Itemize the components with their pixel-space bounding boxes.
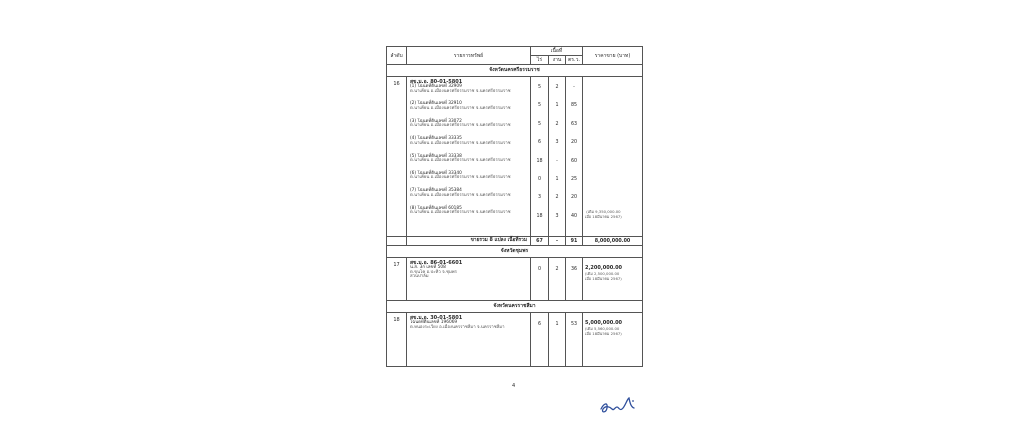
parcel-location: ต.นาเคียน อ.เมืองนครศรีธรรมราช จ.นครศรีธรรมราช bbox=[410, 123, 511, 129]
location-line: ต.หนองระเวียง อ.เมืองนครราชสีมา จ.นครราชสีมา bbox=[410, 324, 505, 330]
item-description bbox=[407, 77, 531, 237]
parcel-deed: (2) โฉนดที่ดินเลขที่ 32910 bbox=[410, 101, 462, 107]
price-cell bbox=[583, 258, 643, 301]
parcel-ngan-value: 2 bbox=[555, 195, 559, 201]
item-number: 17 bbox=[387, 258, 407, 301]
province-heading: จังหวัดนครราชสีมา bbox=[387, 301, 643, 313]
parcel-ngan-value: 1 bbox=[555, 177, 559, 182]
price-note: (เดิม 2,500,000.00 bbox=[585, 271, 620, 276]
parcel-wa-value: 85 bbox=[570, 103, 578, 109]
header-wa: ตร.ว. bbox=[566, 56, 583, 65]
header-desc: รายการทรัพย์ bbox=[407, 47, 531, 65]
asset-table bbox=[386, 46, 643, 367]
price-value: 2,200,000.00 bbox=[585, 265, 623, 271]
parcel-rai-value: 3 bbox=[537, 195, 542, 201]
ngan-cell: 1 bbox=[549, 313, 566, 367]
parcel-rai-value: 6 bbox=[537, 140, 542, 146]
parcel-wa-value: 25 bbox=[570, 177, 578, 182]
header-price: ราคาขาย (บาท) bbox=[583, 47, 643, 65]
price-note: (เดิม 5,560,000.00 bbox=[585, 326, 620, 331]
parcel-deed: (5) โฉนดที่ดินเลขที่ 33338 bbox=[410, 153, 462, 159]
province-heading: จังหวัดนครศรีธรรมราช bbox=[387, 65, 643, 77]
parcel-rai-value: 18 bbox=[536, 213, 543, 219]
signature-image bbox=[598, 394, 638, 420]
header-ngan: งาน bbox=[549, 56, 566, 65]
rai-cell: 6 bbox=[531, 313, 549, 367]
parcel-location: ต.นาเคียน อ.เมืองนครศรีธรรมราช จ.นครศรีธรรมราช bbox=[410, 210, 511, 216]
parcel-wa-value: - bbox=[573, 85, 575, 90]
parcel-rai-value: 18 bbox=[536, 158, 543, 164]
parcel-ngan-value: 3 bbox=[555, 213, 559, 219]
item-number: 18 bbox=[387, 313, 407, 367]
deed-line: น.ส. 3ก เลขที่ 508 bbox=[410, 265, 446, 270]
parcel-location: ต.นาเคียน อ.เมืองนครศรีธรรมราช จ.นครศรีธรรมราช bbox=[410, 158, 511, 164]
province-heading: จังหวัดชุมพร bbox=[387, 246, 643, 258]
summary-ngan: - bbox=[549, 237, 566, 246]
price-value: 5,000,000.00 bbox=[585, 320, 623, 326]
document-page bbox=[386, 46, 642, 376]
summary-label: ขายรวม 8 แปลง เนื้อที่รวม bbox=[407, 237, 531, 246]
price-note-date: เมื่อ 18มีนาคม 2567) bbox=[585, 214, 622, 219]
item-description bbox=[407, 313, 531, 367]
header-rai: ไร่ bbox=[531, 56, 549, 65]
asset-code: สข.ม.อ. 86-01-6601 bbox=[410, 260, 463, 266]
parcel-location: ต.นาเคียน อ.เมืองนครศรีธรรมราช จ.นครศรีธรรมราช bbox=[410, 88, 511, 94]
parcel-location: ต.นาเคียน อ.เมืองนครศรีธรรมราช จ.นครศรีธรรมราช bbox=[410, 105, 511, 111]
price-note-date: เมื่อ 18มีนาคม 2567) bbox=[585, 331, 622, 336]
parcel-item bbox=[410, 120, 527, 129]
ngan-cell: 2 bbox=[549, 258, 566, 301]
summary-wa: 91 bbox=[566, 237, 583, 246]
ngan-cell bbox=[549, 77, 566, 237]
parcel-list bbox=[410, 85, 527, 216]
parcel-item bbox=[410, 189, 527, 198]
parcel-item bbox=[410, 137, 527, 146]
parcel-deed: (1) โฉนดที่ดินเลขที่ 32909 bbox=[410, 84, 462, 89]
wa-cell bbox=[566, 77, 583, 237]
price-cell bbox=[583, 313, 643, 367]
parcel-deed: (8) โฉนดที่ดินเลขที่ 60185 bbox=[410, 205, 462, 211]
parcel-ngan-value: - bbox=[556, 158, 558, 164]
parcel-item bbox=[410, 85, 527, 94]
asset-code: สข.ม.อ. 30-01-5801 bbox=[410, 315, 463, 321]
parcel-wa-value: 60 bbox=[570, 158, 578, 164]
parcel-rai-value: 5 bbox=[537, 103, 542, 109]
wa-cell: 53 bbox=[566, 313, 583, 367]
land-use-line: สวนปาล์ม bbox=[410, 274, 429, 280]
signature-mark bbox=[598, 394, 638, 416]
price-note-date: เมื่อ 18มีนาคม 2567) bbox=[585, 276, 622, 281]
item-description bbox=[407, 258, 531, 301]
parcel-deed: (7) โฉนดที่ดินเลขที่ 35384 bbox=[410, 188, 462, 194]
parcel-rai-value: 5 bbox=[537, 85, 542, 90]
parcel-wa-value: 20 bbox=[570, 140, 578, 146]
page-number: 4 bbox=[512, 383, 516, 389]
parcel-ngan-value: 2 bbox=[555, 121, 559, 127]
rai-cell bbox=[531, 77, 549, 237]
summary-price: 8,000,000.00 bbox=[583, 237, 643, 246]
parcel-deed: (6) โฉนดที่ดินเลขที่ 33340 bbox=[410, 170, 462, 176]
parcel-item bbox=[410, 102, 527, 111]
parcel-ngan-value: 3 bbox=[555, 140, 559, 146]
wa-cell: 36 bbox=[566, 258, 583, 301]
parcel-item bbox=[410, 207, 527, 216]
parcel-location: ต.นาเคียน อ.เมืองนครศรีธรรมราช จ.นครศรีธรรมราช bbox=[410, 192, 511, 198]
parcel-location: ต.นาเคียน อ.เมืองนครศรีธรรมราช จ.นครศรีธรรมราช bbox=[410, 140, 511, 146]
parcel-wa-value: 40 bbox=[570, 213, 578, 219]
parcel-deed: (3) โฉนดที่ดินเลขที่ 33072 bbox=[410, 118, 462, 124]
parcel-item bbox=[410, 155, 527, 164]
header-no: ลำดับ bbox=[387, 47, 407, 65]
parcel-ngan-value: 1 bbox=[555, 103, 559, 109]
location-line: ต.ขุนโค อ.ปะทิว จ.ชุมพร bbox=[410, 269, 457, 275]
parcel-item bbox=[410, 172, 527, 181]
price-cell bbox=[583, 77, 643, 237]
parcel-rai-value: 5 bbox=[537, 121, 542, 127]
deed-line: โฉนดที่ดินเลขที่ 196069 bbox=[410, 320, 458, 325]
parcel-wa-value: 63 bbox=[570, 121, 578, 127]
parcel-ngan-value: 2 bbox=[555, 85, 559, 90]
asset-code: สข.ม.อ. 80-01-5801 bbox=[410, 79, 463, 85]
rai-cell: 0 bbox=[531, 258, 549, 301]
price-note: (เดิม 9,350,000.00 bbox=[586, 209, 621, 214]
parcel-location: ต.นาเคียน อ.เมืองนครศรีธรรมราช จ.นครศรีธรรมราช bbox=[410, 175, 511, 181]
item-number: 16 bbox=[387, 77, 407, 237]
parcel-rai-value: 0 bbox=[537, 177, 542, 182]
header-area: เนื้อที่ bbox=[531, 47, 583, 56]
parcel-deed: (4) โฉนดที่ดินเลขที่ 33335 bbox=[410, 136, 462, 142]
summary-rai: 67 bbox=[531, 237, 549, 246]
parcel-wa-value: 20 bbox=[570, 195, 578, 201]
